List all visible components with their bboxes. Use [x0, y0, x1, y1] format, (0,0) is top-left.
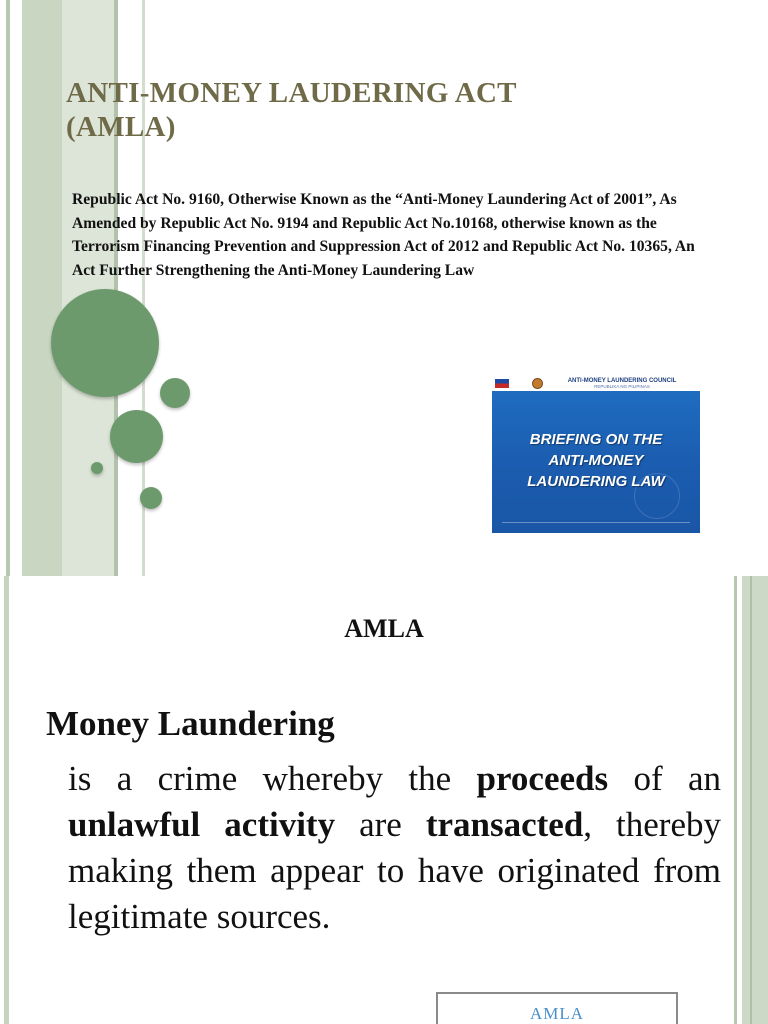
slide-title: [66, 76, 706, 144]
definition-text: [68, 756, 721, 940]
decorative-circle: [160, 378, 190, 408]
thumbnail-line3: LAUNDERING LAW: [527, 473, 665, 490]
footer-label: AMLA: [529, 1004, 585, 1023]
slide-heading: AMLA: [344, 614, 424, 643]
thumbnail-header: [552, 378, 692, 390]
thumbnail-title: [508, 429, 684, 492]
decorative-circle: [91, 462, 103, 474]
definition-emphasis: proceeds: [476, 759, 609, 798]
decorative-circle: [140, 487, 162, 509]
definition-part: of an: [608, 759, 721, 798]
term-heading: Money Laundering: [46, 704, 335, 743]
decorative-stripe: [22, 0, 62, 576]
thumbnail-header-title: ANTI-MONEY LAUNDERING COUNCIL: [567, 378, 677, 384]
seal-icon: [532, 378, 543, 389]
decorative-stripe: [6, 0, 10, 576]
definition-emphasis: transacted: [425, 805, 584, 844]
thumbnail-divider: [502, 522, 690, 523]
thumbnail-line2: ANTI-MONEY: [548, 452, 644, 469]
slide-2: [0, 576, 768, 1024]
decorative-circle-large: [51, 289, 159, 397]
definition-part: , thereby making them appear to have originated from legitimate sources.: [68, 805, 721, 936]
footer-box: [436, 992, 678, 1024]
thumbnail-line1: BRIEFING ON THE: [529, 431, 663, 448]
slide-title-line1: ANTI-MONEY LAUDERING ACT: [66, 77, 517, 109]
slide-body-text: Republic Act No. 9160, Otherwise Known as the “Anti-Money Laundering Act of 2001”, As Amended by Republic Act No. 9194 and Republic Act No.10168, otherwise known as the Terrorism Financing Prevention and Suppression Act of 2012 and Republic Act No. 10365, An Act Further Strengthening the Anti-Money Laundering Law: [72, 191, 695, 279]
definition-emphasis: unlawful activity: [68, 805, 336, 844]
thumbnail-banner: [492, 377, 700, 391]
slide-title-line2: (AMLA): [66, 111, 176, 143]
thumbnail-header-sub: REPUBLIKA NG PILIPINAS: [594, 384, 650, 389]
definition-part: is a crime whereby the: [68, 759, 477, 798]
decorative-circle: [110, 410, 163, 463]
definition-part: are: [335, 805, 426, 844]
philippine-flag-icon: [495, 379, 509, 388]
briefing-thumbnail: [492, 377, 700, 533]
